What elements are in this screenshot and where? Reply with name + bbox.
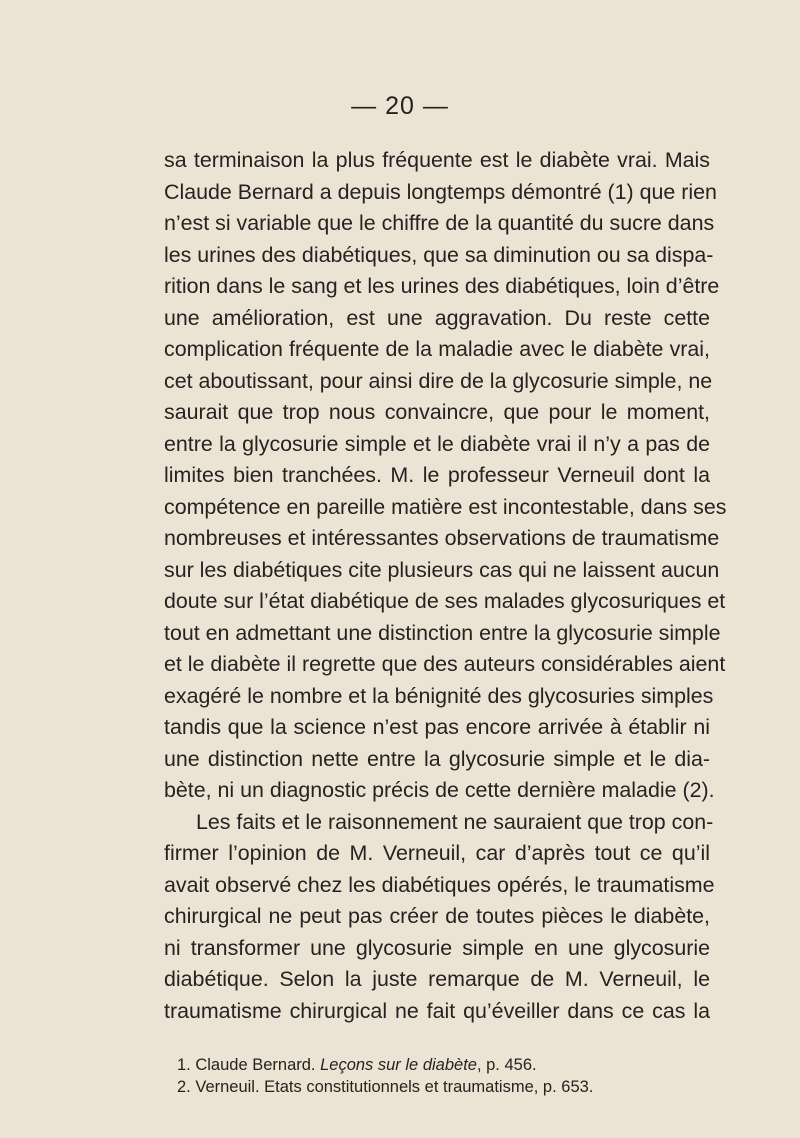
text-line: tandis que la science n’est pas encore arrivée à établir ni <box>164 715 710 739</box>
text-line: une distinction nette entre la glycosurie simple et le dia- <box>164 746 710 771</box>
text-line: cet aboutissant, pour ainsi dire de la glycosurie simple, ne <box>164 368 713 393</box>
text-line: entre la glycosurie simple et le diabète vrai il n’y a pas de <box>164 431 710 456</box>
footnote-text: 1. Claude Bernard. <box>177 1056 321 1074</box>
text-line: les urines des diabétiques, que sa diminution ou sa dispa- <box>164 242 714 267</box>
footnote-text: 2. Verneuil. Etats constitutionnels et traumatisme, p. 653. <box>177 1078 594 1096</box>
text-line: saurait que trop nous convaincre, que pour le moment, <box>164 400 710 424</box>
text-line: sa terminaison la plus fréquente est le diabète vrai. Mais <box>164 148 710 172</box>
text-line: compétence en pareille matière est incontestable, dans ses <box>164 494 727 519</box>
text-line: nombreuses et intéressantes observations de traumatisme <box>164 526 720 550</box>
text-line: traumatisme chirurgical ne fait qu’éveiller dans ce cas la <box>164 998 710 1023</box>
text-line: complication fréquente de la maladie avec le diabète vrai, <box>164 337 710 361</box>
text-line: exagéré le nombre et la bénignité des glycosuries simples <box>164 683 714 708</box>
footnote-1 <box>164 1054 710 1076</box>
text-line: sur les diabétiques cite plusieurs cas qui ne laissent aucun <box>164 557 720 582</box>
text-line: n’est si variable que le chiffre de la quantité du sucre dans <box>164 211 715 235</box>
footnote-2 <box>164 1076 710 1098</box>
footnotes <box>164 1054 710 1098</box>
text-line: et le diabète il regrette que des auteurs considérables aient <box>164 652 726 676</box>
text-line: tout en admettant une distinction entre la glycosurie simple <box>164 620 721 645</box>
text-line: avait observé chez les diabétiques opérés, le traumatisme <box>164 872 715 897</box>
footnote-title: Leçons sur le diabète <box>320 1056 477 1074</box>
text-line: rition dans le sang et les urines des diabétiques, loin d’être <box>164 274 720 298</box>
text-line: doute sur l’état diabétique de ses malades glycosuriques et <box>164 589 726 613</box>
text-line: ni transformer une glycosurie simple en une glycosurie <box>164 935 710 960</box>
text-line: Les faits et le raisonnement ne sauraient que trop con- <box>196 809 714 834</box>
text-line: diabétique. Selon la juste remarque de M. Verneuil, le <box>164 967 710 991</box>
text-line: une amélioration, est une aggravation. Du reste cette <box>164 305 710 330</box>
footnote-text: , p. 456. <box>476 1056 537 1074</box>
text-line: bète, ni un diagnostic précis de cette dernière maladie (2). <box>164 778 715 802</box>
text-line: chirurgical ne peut pas créer de toutes pièces le diabète, <box>164 904 710 928</box>
body-text <box>164 145 727 1027</box>
text-line: limites bien tranchées. M. le professeur Verneuil dont la <box>164 463 710 487</box>
text-line: Claude Bernard a depuis longtemps démontré (1) que rien <box>164 179 717 204</box>
text-line: firmer l’opinion de M. Verneuil, car d’après tout ce qu’il <box>164 841 710 865</box>
page-number: — 20 — <box>351 92 449 120</box>
